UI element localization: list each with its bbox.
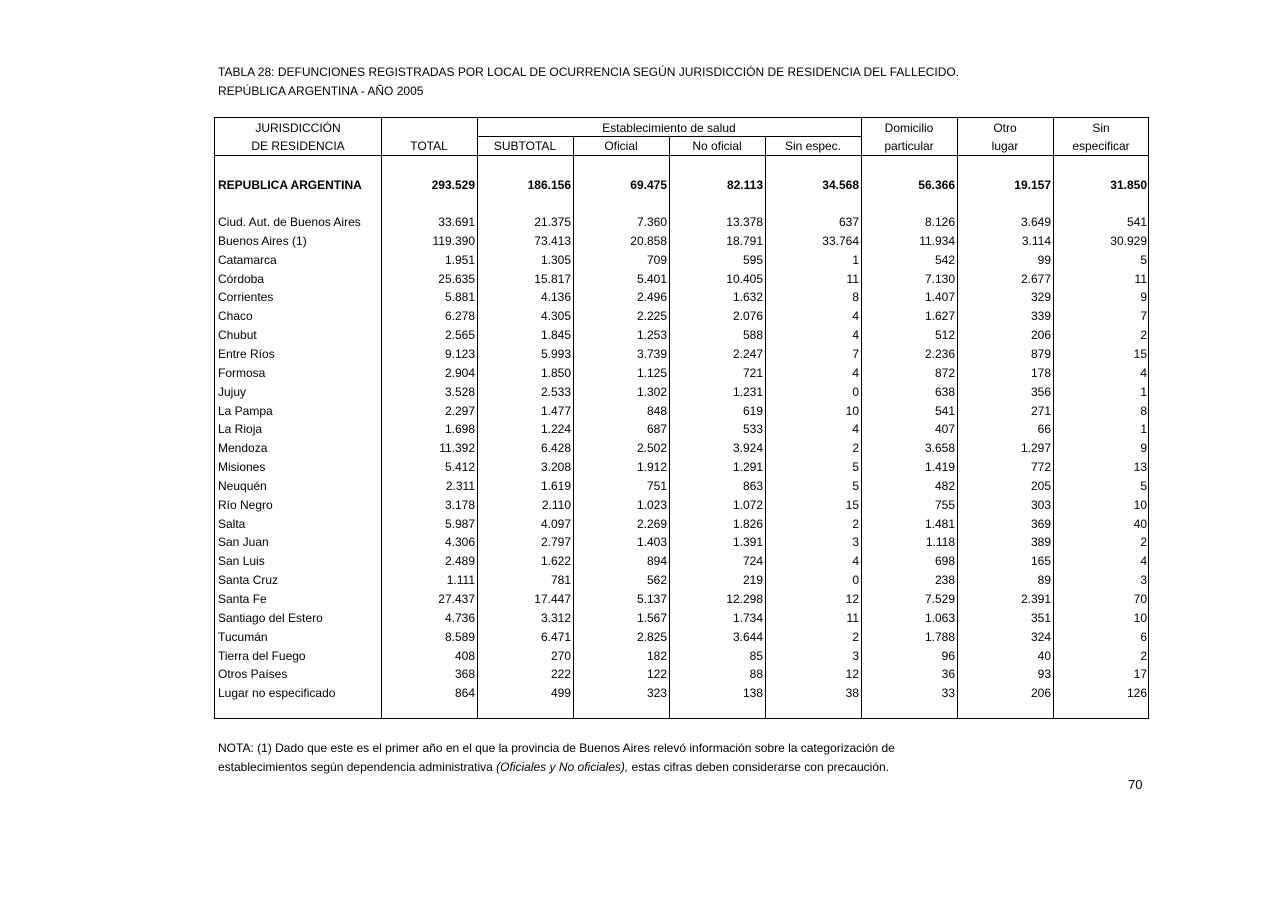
cell-otro-lugar: 206 [1030, 686, 1051, 700]
cell-otro-lugar: 93 [1037, 667, 1051, 681]
cell-subtotal: 1.477 [540, 404, 571, 418]
cell-subtotal: 1.305 [540, 253, 571, 267]
cell-oficial: 894 [646, 554, 667, 568]
cell-no-oficial: 18.791 [726, 234, 763, 248]
cell-subtotal: 15.817 [534, 272, 571, 286]
cell-no-oficial: 138 [742, 686, 763, 700]
header-especificar: especificar [1072, 139, 1130, 153]
cell-otro-lugar: 339 [1030, 309, 1051, 323]
cell-sin-especificar: 5 [1140, 253, 1147, 267]
cell-subtotal: 1.845 [540, 328, 571, 342]
cell-sin-espec: 2 [852, 441, 859, 455]
cell-oficial: 122 [646, 667, 667, 681]
cell-no-oficial: 88 [749, 667, 763, 681]
table-title: TABLA 28: DEFUNCIONES REGISTRADAS POR LOCAL DE OCURRENCIA SEGÚN JURISDICCIÓN DE RESIDENCIA DEL FALLECIDO. [218, 65, 960, 79]
cell-jurisdiccion: San Luis [218, 554, 265, 568]
cell-total: 1.951 [444, 253, 475, 267]
cell-jurisdiccion: Santiago del Estero [218, 611, 323, 625]
cell-domicilio: 96 [941, 649, 955, 663]
header-establecimiento: Establecimiento de salud [602, 121, 736, 135]
cell-subtotal: 6.428 [540, 441, 571, 455]
cell-no-oficial: 724 [742, 554, 763, 568]
cell-sin-espec: 15 [845, 498, 859, 512]
cell-subtotal: 2.110 [541, 498, 571, 512]
cell-total: 2.904 [444, 366, 475, 380]
cell-jurisdiccion: La Pampa [218, 404, 273, 418]
cell-oficial: 562 [646, 573, 667, 587]
cell-no-oficial: 1.291 [732, 460, 763, 474]
cell-otro-lugar: 66 [1037, 422, 1051, 436]
column-divider [477, 118, 478, 718]
cell-sin-especificar: 9 [1140, 441, 1147, 455]
header-subtotal: SUBTOTAL [493, 139, 557, 153]
cell-no-oficial: 82.113 [726, 178, 763, 192]
cell-otro-lugar: 165 [1030, 554, 1051, 568]
header-lugar: lugar [991, 139, 1019, 153]
cell-total: 2.297 [444, 404, 475, 418]
cell-otro-lugar: 1.297 [1020, 441, 1051, 455]
cell-no-oficial: 3.644 [732, 630, 763, 644]
cell-sin-especificar: 10 [1133, 611, 1147, 625]
cell-subtotal: 4.136 [540, 290, 571, 304]
cell-subtotal: 4.097 [540, 517, 571, 531]
cell-jurisdiccion: REPUBLICA ARGENTINA [218, 178, 362, 192]
cell-oficial: 1.253 [636, 328, 667, 342]
cell-subtotal: 1.622 [540, 554, 571, 568]
cell-sin-especificar: 4 [1140, 554, 1147, 568]
cell-domicilio: 1.407 [924, 290, 955, 304]
cell-no-oficial: 1.826 [732, 517, 763, 531]
cell-jurisdiccion: Neuquén [218, 479, 267, 493]
data-table [214, 117, 1149, 719]
cell-subtotal: 5.993 [540, 347, 571, 361]
column-divider [861, 118, 862, 718]
header-domicilio: Domicilio [884, 121, 934, 135]
cell-total: 33.691 [438, 215, 475, 229]
cell-jurisdiccion: Santa Cruz [218, 573, 279, 587]
cell-domicilio: 2.236 [924, 347, 955, 361]
cell-oficial: 323 [646, 686, 667, 700]
cell-no-oficial: 1.231 [732, 385, 763, 399]
cell-jurisdiccion: Córdoba [218, 272, 265, 286]
cell-total: 119.390 [432, 234, 475, 248]
table-subtitle: REPÚBLICA ARGENTINA - AÑO 2005 [218, 84, 424, 98]
cell-oficial: 1.302 [636, 385, 667, 399]
cell-jurisdiccion: Corrientes [218, 290, 274, 304]
cell-no-oficial: 85 [749, 649, 763, 663]
cell-otro-lugar: 99 [1037, 253, 1051, 267]
cell-sin-espec: 5 [852, 479, 859, 493]
cell-sin-espec: 4 [852, 366, 859, 380]
cell-no-oficial: 533 [742, 422, 763, 436]
cell-sin-espec: 34.568 [822, 178, 859, 192]
cell-otro-lugar: 879 [1030, 347, 1051, 361]
cell-oficial: 751 [646, 479, 667, 493]
cell-sin-espec: 5 [852, 460, 859, 474]
cell-total: 4.736 [444, 611, 475, 625]
cell-total: 3.528 [444, 385, 475, 399]
cell-sin-espec: 33.764 [822, 234, 859, 248]
cell-sin-especificar: 8 [1140, 404, 1147, 418]
cell-sin-especificar: 13 [1133, 460, 1147, 474]
cell-sin-especificar: 6 [1140, 630, 1147, 644]
cell-sin-espec: 637 [838, 215, 859, 229]
cell-oficial: 69.475 [630, 178, 667, 192]
cell-domicilio: 8.126 [924, 215, 955, 229]
cell-subtotal: 2.797 [540, 535, 571, 549]
cell-subtotal: 499 [550, 686, 571, 700]
cell-sin-especificar: 7 [1140, 309, 1147, 323]
cell-subtotal: 270 [550, 649, 571, 663]
cell-oficial: 2.269 [636, 517, 667, 531]
cell-sin-espec: 3 [852, 535, 859, 549]
cell-oficial: 709 [646, 253, 667, 267]
cell-total: 3.178 [444, 498, 475, 512]
cell-total: 368 [454, 667, 475, 681]
cell-sin-especificar: 3 [1140, 573, 1147, 587]
cell-domicilio: 512 [934, 328, 955, 342]
cell-sin-especificar: 31.850 [1110, 178, 1147, 192]
cell-total: 11.392 [439, 441, 475, 455]
cell-sin-especificar: 40 [1133, 517, 1147, 531]
cell-sin-espec: 4 [852, 309, 859, 323]
cell-jurisdiccion: Tucumán [218, 630, 268, 644]
cell-subtotal: 3.208 [540, 460, 571, 474]
cell-total: 5.987 [444, 517, 475, 531]
column-divider [957, 118, 958, 718]
cell-oficial: 1.403 [636, 535, 667, 549]
cell-oficial: 2.825 [636, 630, 667, 644]
note-text-italic: (Oficiales y No oficiales), [496, 760, 629, 774]
cell-no-oficial: 1.072 [732, 498, 763, 512]
header-bottom-divider [215, 155, 1148, 156]
cell-sin-espec: 4 [852, 422, 859, 436]
cell-otro-lugar: 205 [1030, 479, 1051, 493]
cell-sin-espec: 2 [852, 517, 859, 531]
cell-oficial: 2.496 [636, 290, 667, 304]
cell-no-oficial: 1.734 [732, 611, 763, 625]
cell-domicilio: 3.658 [924, 441, 955, 455]
cell-otro-lugar: 356 [1030, 385, 1051, 399]
cell-oficial: 1.125 [636, 366, 667, 380]
cell-sin-espec: 1 [852, 253, 859, 267]
cell-jurisdiccion: Lugar no especificado [218, 686, 336, 700]
cell-jurisdiccion: Jujuy [218, 385, 247, 399]
header-no-oficial: No oficial [692, 139, 742, 153]
cell-jurisdiccion: Catamarca [218, 253, 277, 267]
cell-sin-espec: 0 [852, 385, 859, 399]
cell-otro-lugar: 389 [1030, 535, 1051, 549]
cell-jurisdiccion: Misiones [218, 460, 266, 474]
cell-otro-lugar: 2.391 [1020, 592, 1051, 606]
cell-no-oficial: 13.378 [726, 215, 763, 229]
cell-sin-especificar: 1 [1140, 422, 1147, 436]
cell-sin-especificar: 2 [1140, 328, 1147, 342]
cell-otro-lugar: 369 [1030, 517, 1051, 531]
note-text-a: establecimientos según dependencia administrativa [218, 760, 497, 774]
cell-total: 6.278 [444, 309, 475, 323]
cell-subtotal: 222 [550, 667, 571, 681]
cell-subtotal: 1.850 [540, 366, 571, 380]
header-otro: Otro [993, 121, 1017, 135]
cell-sin-especificar: 17 [1133, 667, 1147, 681]
cell-no-oficial: 595 [742, 253, 763, 267]
cell-oficial: 20.858 [630, 234, 667, 248]
cell-sin-espec: 3 [852, 649, 859, 663]
cell-jurisdiccion: Formosa [218, 366, 266, 380]
cell-no-oficial: 588 [742, 328, 763, 342]
cell-total: 2.565 [444, 328, 475, 342]
header-total: TOTAL [410, 139, 448, 153]
cell-jurisdiccion: San Juan [218, 535, 269, 549]
cell-otro-lugar: 178 [1030, 366, 1051, 380]
page-number: 70 [1128, 777, 1143, 792]
header-jurisdiccion: JURISDICCIÓN [255, 121, 341, 135]
cell-no-oficial: 1.391 [732, 535, 763, 549]
cell-domicilio: 755 [934, 498, 955, 512]
cell-total: 864 [454, 686, 475, 700]
cell-sin-espec: 4 [852, 328, 859, 342]
cell-subtotal: 4.305 [540, 309, 571, 323]
cell-jurisdiccion: Santa Fe [218, 592, 267, 606]
cell-total: 25.635 [438, 272, 475, 286]
cell-sin-especificar: 1 [1140, 385, 1147, 399]
cell-subtotal: 186.156 [527, 178, 571, 192]
cell-no-oficial: 3.924 [732, 441, 763, 455]
cell-subtotal: 17.447 [534, 592, 571, 606]
cell-no-oficial: 2.247 [732, 347, 763, 361]
cell-sin-espec: 12 [845, 592, 859, 606]
cell-oficial: 1.023 [636, 498, 667, 512]
cell-oficial: 7.360 [636, 215, 667, 229]
cell-domicilio: 11.934 [919, 234, 955, 248]
cell-sin-espec: 2 [852, 630, 859, 644]
cell-no-oficial: 1.632 [732, 290, 763, 304]
cell-otro-lugar: 3.114 [1021, 234, 1051, 248]
cell-sin-especificar: 9 [1140, 290, 1147, 304]
cell-subtotal: 1.619 [540, 479, 571, 493]
cell-sin-especificar: 70 [1133, 592, 1147, 606]
cell-subtotal: 781 [550, 573, 571, 587]
cell-jurisdiccion: La Rioja [218, 422, 263, 436]
cell-otro-lugar: 89 [1037, 573, 1051, 587]
header-residencia: DE RESIDENCIA [251, 139, 345, 153]
cell-oficial: 2.502 [636, 441, 667, 455]
cell-oficial: 3.739 [636, 347, 667, 361]
column-divider [381, 118, 382, 718]
header-sin: Sin [1092, 121, 1110, 135]
cell-no-oficial: 721 [742, 366, 763, 380]
cell-total: 293.529 [431, 178, 475, 192]
cell-sin-especificar: 30.929 [1110, 234, 1147, 248]
cell-total: 2.311 [445, 479, 475, 493]
cell-oficial: 5.137 [636, 592, 667, 606]
cell-domicilio: 238 [934, 573, 955, 587]
cell-sin-espec: 11 [846, 272, 859, 286]
cell-oficial: 1.567 [636, 611, 667, 625]
cell-domicilio: 407 [934, 422, 955, 436]
cell-otro-lugar: 206 [1030, 328, 1051, 342]
cell-otro-lugar: 2.677 [1020, 272, 1051, 286]
cell-jurisdiccion: Mendoza [218, 441, 268, 455]
cell-sin-especificar: 541 [1126, 215, 1147, 229]
header-oficial: Oficial [604, 139, 638, 153]
cell-jurisdiccion: Ciud. Aut. de Buenos Aires [218, 215, 361, 229]
cell-sin-espec: 11 [846, 611, 859, 625]
cell-no-oficial: 10.405 [726, 272, 763, 286]
cell-sin-especificar: 10 [1133, 498, 1147, 512]
cell-domicilio: 698 [934, 554, 955, 568]
cell-sin-especificar: 4 [1140, 366, 1147, 380]
cell-total: 1.698 [444, 422, 475, 436]
note-line-2 [218, 760, 889, 774]
cell-total: 5.881 [444, 290, 475, 304]
cell-jurisdiccion: Salta [218, 517, 246, 531]
cell-sin-especificar: 2 [1140, 649, 1147, 663]
cell-jurisdiccion: Tierra del Fuego [218, 649, 306, 663]
cell-total: 5.412 [444, 460, 475, 474]
cell-sin-espec: 10 [845, 404, 859, 418]
cell-domicilio: 1.788 [924, 630, 955, 644]
cell-jurisdiccion: Buenos Aires (1) [218, 234, 307, 248]
cell-total: 9.123 [444, 347, 475, 361]
cell-total: 1.111 [446, 573, 475, 587]
cell-sin-especificar: 126 [1126, 686, 1147, 700]
cell-domicilio: 33 [941, 686, 955, 700]
cell-domicilio: 1.627 [924, 309, 955, 323]
cell-jurisdiccion: Entre Ríos [218, 347, 275, 361]
cell-jurisdiccion: Otros Países [218, 667, 288, 681]
column-divider [1053, 118, 1054, 718]
cell-no-oficial: 863 [742, 479, 763, 493]
cell-subtotal: 1.224 [540, 422, 571, 436]
cell-domicilio: 1.481 [924, 517, 955, 531]
cell-sin-especificar: 11 [1134, 272, 1147, 286]
cell-sin-especificar: 2 [1140, 535, 1147, 549]
cell-oficial: 687 [646, 422, 667, 436]
cell-jurisdiccion: Río Negro [218, 498, 273, 512]
cell-domicilio: 638 [934, 385, 955, 399]
cell-total: 8.589 [444, 630, 475, 644]
cell-sin-especificar: 15 [1133, 347, 1147, 361]
cell-sin-espec: 4 [852, 554, 859, 568]
cell-otro-lugar: 3.649 [1020, 215, 1051, 229]
cell-sin-espec: 0 [852, 573, 859, 587]
cell-subtotal: 73.413 [534, 234, 571, 248]
cell-total: 4.306 [444, 535, 475, 549]
cell-no-oficial: 219 [742, 573, 763, 587]
header-particular: particular [884, 139, 934, 153]
cell-domicilio: 541 [934, 404, 955, 418]
note-text-c: estas cifras deben considerarse con precaución. [628, 760, 890, 774]
cell-domicilio: 482 [934, 479, 955, 493]
cell-sin-espec: 7 [852, 347, 859, 361]
cell-no-oficial: 12.298 [726, 592, 763, 606]
cell-no-oficial: 2.076 [732, 309, 763, 323]
header-divider [477, 136, 861, 137]
cell-otro-lugar: 271 [1030, 404, 1051, 418]
cell-oficial: 5.401 [636, 272, 667, 286]
cell-domicilio: 36 [941, 667, 955, 681]
cell-sin-especificar: 5 [1140, 479, 1147, 493]
cell-total: 408 [454, 649, 475, 663]
cell-oficial: 848 [646, 404, 667, 418]
cell-oficial: 2.225 [636, 309, 667, 323]
cell-domicilio: 7.130 [924, 272, 955, 286]
cell-no-oficial: 619 [742, 404, 763, 418]
cell-jurisdiccion: Chubut [218, 328, 257, 342]
cell-jurisdiccion: Chaco [218, 309, 253, 323]
cell-domicilio: 1.063 [924, 611, 955, 625]
cell-oficial: 182 [646, 649, 667, 663]
cell-total: 2.489 [444, 554, 475, 568]
note-line-1: NOTA: (1) Dado que este es el primer año en el que la provincia de Buenos Aires relevó información sobre la categorización de [218, 741, 895, 755]
cell-domicilio: 542 [934, 253, 955, 267]
cell-subtotal: 2.533 [540, 385, 571, 399]
cell-subtotal: 6.471 [540, 630, 571, 644]
cell-otro-lugar: 19.157 [1014, 178, 1051, 192]
cell-otro-lugar: 329 [1030, 290, 1051, 304]
cell-otro-lugar: 351 [1030, 611, 1051, 625]
cell-otro-lugar: 303 [1030, 498, 1051, 512]
cell-domicilio: 56.366 [918, 178, 955, 192]
header-sin-espec: Sin espec. [784, 139, 842, 153]
cell-domicilio: 1.419 [924, 460, 955, 474]
cell-subtotal: 21.375 [534, 215, 571, 229]
cell-otro-lugar: 772 [1030, 460, 1051, 474]
cell-otro-lugar: 40 [1037, 649, 1051, 663]
cell-sin-espec: 12 [845, 667, 859, 681]
cell-subtotal: 3.312 [540, 611, 571, 625]
cell-sin-espec: 38 [845, 686, 859, 700]
cell-oficial: 1.912 [636, 460, 667, 474]
cell-domicilio: 872 [934, 366, 955, 380]
cell-otro-lugar: 324 [1030, 630, 1051, 644]
cell-total: 27.437 [438, 592, 475, 606]
cell-domicilio: 1.118 [925, 535, 955, 549]
cell-sin-espec: 8 [852, 290, 859, 304]
cell-domicilio: 7.529 [924, 592, 955, 606]
